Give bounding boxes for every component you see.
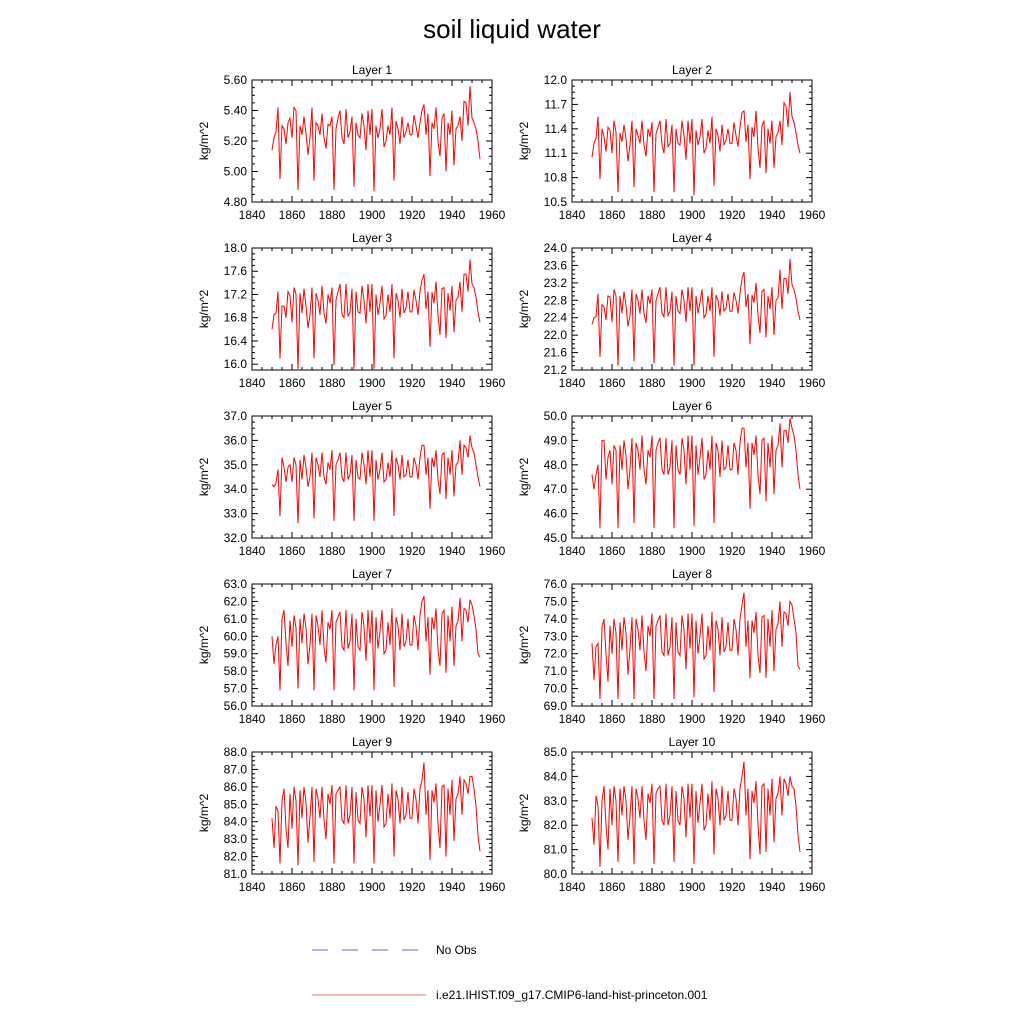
x-tick-label: 1880 bbox=[318, 544, 346, 558]
x-tick-label: 1920 bbox=[718, 880, 746, 894]
x-tick-label: 1860 bbox=[278, 880, 306, 894]
y-tick-label: 37.0 bbox=[223, 409, 247, 423]
y-tick-label: 49.0 bbox=[543, 433, 567, 448]
y-tick-label: 16.4 bbox=[223, 333, 247, 348]
y-tick-label: 69.0 bbox=[543, 699, 567, 713]
panel-title: Layer 2 bbox=[671, 63, 713, 77]
x-tick-label: 1940 bbox=[758, 208, 786, 222]
y-tick-label: 17.6 bbox=[223, 264, 247, 279]
y-axis-label: kg/m^2 bbox=[517, 793, 531, 833]
y-axis-label: kg/m^2 bbox=[517, 289, 531, 329]
y-tick-label: 61.0 bbox=[223, 611, 247, 626]
y-tick-label: 11.4 bbox=[544, 121, 567, 136]
y-tick-label: 10.8 bbox=[543, 170, 567, 185]
y-tick-label: 45.0 bbox=[543, 531, 567, 545]
panel-5 bbox=[197, 399, 506, 558]
x-tick-label: 1960 bbox=[798, 208, 826, 222]
y-tick-label: 71.0 bbox=[543, 664, 567, 679]
y-tick-label: 83.0 bbox=[223, 832, 247, 847]
x-tick-label: 1960 bbox=[478, 208, 506, 222]
plot-frame bbox=[572, 752, 812, 874]
x-tick-label: 1840 bbox=[238, 544, 266, 558]
x-tick-label: 1840 bbox=[238, 208, 266, 222]
series-line bbox=[592, 762, 800, 867]
panel-10 bbox=[517, 735, 826, 894]
y-tick-label: 85.0 bbox=[223, 797, 247, 812]
y-tick-label: 10.5 bbox=[543, 195, 567, 209]
x-tick-label: 1920 bbox=[718, 208, 746, 222]
y-tick-label: 32.0 bbox=[223, 531, 247, 545]
panel-4 bbox=[517, 231, 826, 390]
x-tick-label: 1840 bbox=[558, 880, 586, 894]
x-tick-label: 1840 bbox=[558, 712, 586, 726]
x-tick-label: 1840 bbox=[558, 208, 586, 222]
panel-title: Layer 6 bbox=[671, 399, 713, 413]
x-tick-label: 1880 bbox=[318, 712, 346, 726]
x-tick-label: 1900 bbox=[358, 208, 386, 222]
y-axis-label: kg/m^2 bbox=[517, 625, 531, 665]
x-tick-label: 1840 bbox=[238, 880, 266, 894]
x-tick-label: 1960 bbox=[478, 376, 506, 390]
x-tick-label: 1920 bbox=[718, 376, 746, 390]
y-tick-label: 86.0 bbox=[223, 779, 247, 794]
y-tick-label: 22.8 bbox=[543, 293, 567, 308]
legend-label: i.e21.IHIST.f09_g17.CMIP6-land-hist-princeton.001 bbox=[436, 988, 708, 1002]
plot-frame bbox=[252, 752, 492, 874]
x-tick-label: 1860 bbox=[278, 544, 306, 558]
y-tick-label: 11.1 bbox=[544, 146, 567, 161]
panel-title: Layer 7 bbox=[351, 567, 393, 581]
x-tick-label: 1860 bbox=[278, 712, 306, 726]
x-tick-label: 1840 bbox=[558, 544, 586, 558]
y-tick-label: 82.0 bbox=[223, 849, 247, 864]
y-tick-label: 23.2 bbox=[543, 275, 567, 290]
series-line bbox=[592, 259, 800, 366]
x-tick-label: 1940 bbox=[438, 376, 466, 390]
y-tick-label: 21.6 bbox=[543, 345, 567, 360]
x-tick-label: 1940 bbox=[438, 880, 466, 894]
plot-frame bbox=[252, 80, 492, 202]
x-tick-label: 1960 bbox=[798, 544, 826, 558]
x-tick-label: 1940 bbox=[758, 544, 786, 558]
y-tick-label: 5.20 bbox=[223, 134, 247, 148]
panel-8 bbox=[517, 567, 826, 726]
panel-3 bbox=[197, 231, 506, 390]
y-tick-label: 82.0 bbox=[543, 818, 567, 833]
y-axis-label: kg/m^2 bbox=[517, 457, 531, 497]
x-tick-label: 1920 bbox=[398, 880, 426, 894]
x-tick-label: 1900 bbox=[678, 712, 706, 726]
legend bbox=[312, 943, 708, 1002]
y-tick-label: 58.0 bbox=[223, 664, 247, 679]
x-tick-label: 1860 bbox=[598, 712, 626, 726]
panel-title: Layer 4 bbox=[671, 231, 713, 245]
panel-6 bbox=[517, 399, 826, 558]
y-tick-label: 18.0 bbox=[223, 241, 247, 255]
y-tick-label: 81.0 bbox=[223, 867, 247, 881]
plot-frame bbox=[252, 248, 492, 370]
y-tick-label: 76.0 bbox=[543, 577, 567, 591]
series-line bbox=[272, 436, 480, 524]
panel-7 bbox=[197, 567, 506, 726]
y-tick-label: 59.0 bbox=[223, 646, 247, 661]
y-tick-label: 84.0 bbox=[223, 814, 247, 829]
x-tick-label: 1900 bbox=[358, 376, 386, 390]
y-tick-label: 56.0 bbox=[223, 699, 247, 713]
series-line bbox=[592, 418, 800, 528]
y-tick-label: 75.0 bbox=[543, 594, 567, 609]
y-tick-label: 85.0 bbox=[543, 745, 567, 759]
series-line bbox=[592, 593, 800, 699]
x-tick-label: 1900 bbox=[678, 208, 706, 222]
y-axis-label: kg/m^2 bbox=[197, 793, 211, 833]
y-tick-label: 62.0 bbox=[223, 594, 247, 609]
series-line bbox=[272, 260, 480, 369]
series-line bbox=[592, 92, 800, 195]
series-line bbox=[272, 763, 480, 866]
legend-label: No Obs bbox=[436, 943, 477, 957]
x-tick-label: 1880 bbox=[318, 208, 346, 222]
x-tick-label: 1920 bbox=[398, 208, 426, 222]
panel-title: Layer 3 bbox=[351, 231, 393, 245]
chart-title: soil liquid water bbox=[423, 14, 601, 44]
x-tick-label: 1880 bbox=[638, 544, 666, 558]
y-axis-label: kg/m^2 bbox=[517, 121, 531, 161]
x-tick-label: 1900 bbox=[358, 880, 386, 894]
x-tick-label: 1880 bbox=[638, 376, 666, 390]
y-tick-label: 84.0 bbox=[543, 769, 567, 784]
y-tick-label: 22.0 bbox=[543, 328, 567, 343]
x-tick-label: 1840 bbox=[558, 376, 586, 390]
x-tick-label: 1840 bbox=[238, 712, 266, 726]
y-tick-label: 73.0 bbox=[543, 629, 567, 644]
panel-9 bbox=[197, 735, 506, 894]
y-tick-label: 60.0 bbox=[223, 629, 247, 644]
x-tick-label: 1900 bbox=[678, 544, 706, 558]
x-tick-label: 1960 bbox=[798, 376, 826, 390]
y-tick-label: 5.00 bbox=[223, 164, 247, 179]
y-tick-label: 81.0 bbox=[543, 842, 567, 857]
panel-title: Layer 5 bbox=[351, 399, 393, 413]
x-tick-label: 1960 bbox=[478, 880, 506, 894]
y-tick-label: 4.80 bbox=[223, 195, 247, 209]
y-tick-label: 63.0 bbox=[223, 577, 247, 591]
y-tick-label: 24.0 bbox=[543, 241, 567, 255]
x-tick-label: 1940 bbox=[758, 712, 786, 726]
x-tick-label: 1860 bbox=[598, 376, 626, 390]
y-tick-label: 34.0 bbox=[223, 482, 247, 497]
x-tick-label: 1880 bbox=[638, 208, 666, 222]
x-tick-label: 1940 bbox=[758, 376, 786, 390]
y-tick-label: 35.0 bbox=[223, 457, 247, 472]
x-tick-label: 1940 bbox=[438, 208, 466, 222]
y-tick-label: 23.6 bbox=[543, 258, 567, 273]
y-axis-label: kg/m^2 bbox=[197, 457, 211, 497]
y-tick-label: 72.0 bbox=[543, 646, 567, 661]
panel-2 bbox=[517, 63, 826, 222]
series-line bbox=[272, 86, 480, 191]
x-tick-label: 1960 bbox=[478, 544, 506, 558]
y-tick-label: 74.0 bbox=[543, 611, 567, 626]
x-tick-label: 1880 bbox=[318, 880, 346, 894]
y-tick-label: 50.0 bbox=[543, 409, 567, 423]
x-tick-label: 1960 bbox=[478, 712, 506, 726]
plot-frame bbox=[252, 416, 492, 538]
x-tick-label: 1960 bbox=[798, 712, 826, 726]
y-tick-label: 33.0 bbox=[223, 506, 247, 521]
y-tick-label: 80.0 bbox=[543, 867, 567, 881]
y-tick-label: 46.0 bbox=[543, 506, 567, 521]
x-tick-label: 1860 bbox=[278, 376, 306, 390]
panel-title: Layer 10 bbox=[668, 735, 716, 749]
y-tick-label: 22.4 bbox=[543, 310, 567, 325]
x-tick-label: 1920 bbox=[398, 544, 426, 558]
y-tick-label: 16.0 bbox=[223, 357, 247, 372]
x-tick-label: 1920 bbox=[718, 712, 746, 726]
y-axis-label: kg/m^2 bbox=[197, 289, 211, 329]
x-tick-label: 1940 bbox=[438, 544, 466, 558]
plot-frame bbox=[572, 416, 812, 538]
y-tick-label: 5.60 bbox=[223, 73, 247, 87]
x-tick-label: 1880 bbox=[638, 880, 666, 894]
panel-title: Layer 9 bbox=[351, 735, 393, 749]
plot-frame bbox=[252, 584, 492, 706]
y-tick-label: 21.2 bbox=[543, 363, 567, 377]
x-tick-label: 1900 bbox=[678, 880, 706, 894]
y-tick-label: 83.0 bbox=[543, 793, 567, 808]
x-tick-label: 1920 bbox=[718, 544, 746, 558]
x-tick-label: 1860 bbox=[278, 208, 306, 222]
x-tick-label: 1860 bbox=[598, 208, 626, 222]
y-tick-label: 17.2 bbox=[223, 287, 247, 302]
x-tick-label: 1860 bbox=[598, 880, 626, 894]
panel-title: Layer 8 bbox=[671, 567, 713, 581]
x-tick-label: 1940 bbox=[758, 880, 786, 894]
y-tick-label: 5.40 bbox=[223, 103, 247, 118]
y-tick-label: 87.0 bbox=[223, 762, 247, 777]
y-tick-label: 36.0 bbox=[223, 433, 247, 448]
x-tick-label: 1880 bbox=[318, 376, 346, 390]
y-axis-label: kg/m^2 bbox=[197, 121, 211, 161]
x-tick-label: 1900 bbox=[678, 376, 706, 390]
y-axis-label: kg/m^2 bbox=[197, 625, 211, 665]
x-tick-label: 1940 bbox=[438, 712, 466, 726]
x-tick-label: 1960 bbox=[798, 880, 826, 894]
y-tick-label: 12.0 bbox=[543, 73, 567, 87]
plot-frame bbox=[572, 584, 812, 706]
y-tick-label: 70.0 bbox=[543, 681, 567, 696]
x-tick-label: 1880 bbox=[638, 712, 666, 726]
panel-1 bbox=[197, 63, 506, 222]
y-tick-label: 57.0 bbox=[223, 681, 247, 696]
y-tick-label: 47.0 bbox=[543, 482, 567, 497]
panel-title: Layer 1 bbox=[351, 63, 393, 77]
x-tick-label: 1920 bbox=[398, 712, 426, 726]
y-tick-label: 48.0 bbox=[543, 457, 567, 472]
x-tick-label: 1900 bbox=[358, 712, 386, 726]
y-tick-label: 16.8 bbox=[223, 310, 247, 325]
x-tick-label: 1920 bbox=[398, 376, 426, 390]
x-tick-label: 1860 bbox=[598, 544, 626, 558]
series-line bbox=[272, 596, 480, 690]
x-tick-label: 1900 bbox=[358, 544, 386, 558]
y-tick-label: 11.7 bbox=[544, 97, 567, 112]
x-tick-label: 1840 bbox=[238, 376, 266, 390]
y-tick-label: 88.0 bbox=[223, 745, 247, 759]
